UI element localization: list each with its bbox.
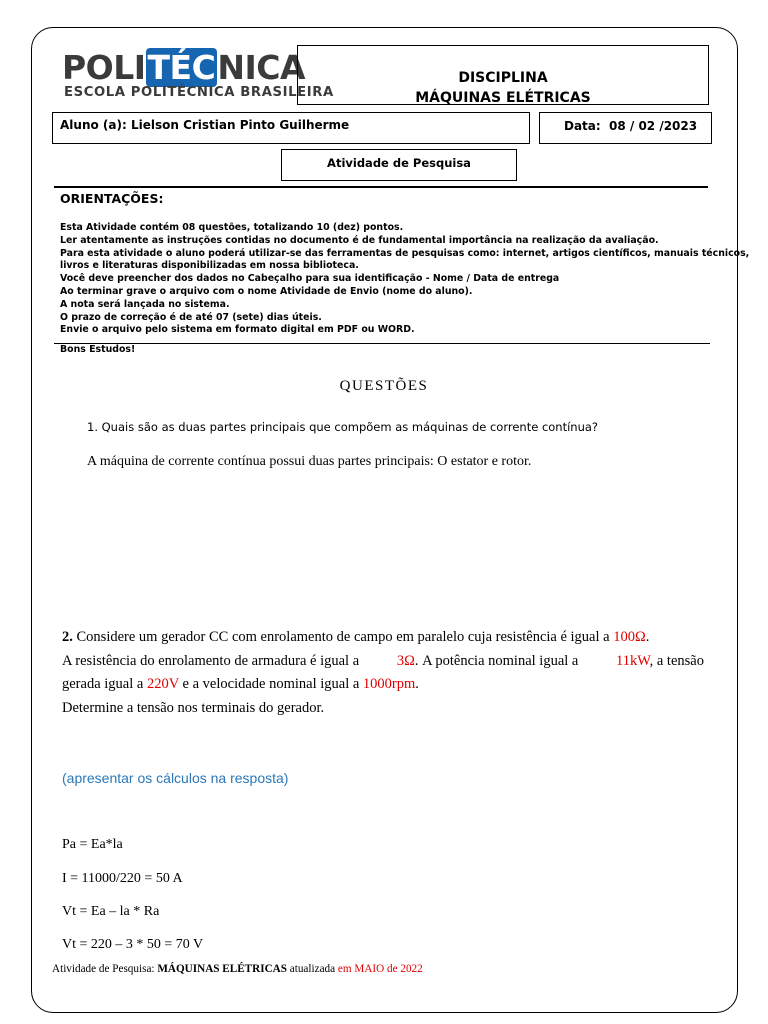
orientation-line: Esta Atividade contém 08 questões, totalizando 10 (dez) pontos. [60,222,404,233]
discipline-name: MÁQUINAS ELÉTRICAS [415,90,591,106]
calc-line: I = 11000/220 = 50 A [62,871,183,886]
activity-title: Atividade de Pesquisa [327,156,471,170]
logo: POLITÉCNICA [62,48,305,87]
footer: Atividade de Pesquisa: MÁQUINAS ELÉTRICAS atualizada em MAIO de 2022 [52,963,423,975]
calc-line: Pa = Ea*la [62,837,123,852]
student-field[interactable] [52,112,530,144]
closing-text: Bons Estudos! [60,344,136,355]
footer-subject: MÁQUINAS ELÉTRICAS [157,963,287,975]
orientation-title: ORIENTAÇÕES: [60,191,164,206]
orientation-line: Você deve preencher dos dados no Cabeçalho para sua identificação - Nome / Data de entrega [60,273,560,285]
value-field-resistance: 100Ω [613,629,646,645]
date-field[interactable] [539,112,712,144]
date-value: 08 / 02 /2023 [609,119,698,133]
discipline-box [297,45,709,105]
divider-top [54,186,708,188]
discipline-label: DISCIPLINA [458,70,548,86]
questions-title: QUESTÕES [339,378,429,394]
date-label: Data: [564,119,601,133]
question-2-number: 2. [62,629,73,645]
question-2-task: Determine a tensão nos terminais do gerador. [62,699,325,716]
orientation-line: O prazo de correção é de até 07 (sete) dias úteis. [60,311,322,323]
footer-date: em MAIO de 2022 [337,963,423,975]
value-speed: 1000rpm [362,676,416,692]
question-2: 2. Considere um gerador CC com enrolamento de campo em paralelo cuja resistência é igual a 100Ω. A resistência do enrolamento de armadura é igual a 3Ω. A potência nominal igual a 11kW, a tensão gerada igual a 220V e a velocidade nominal igual a 1000rpm. Determine a tensão nos terminais do gerador. [62,626,704,720]
question-1: 1. Quais são as duas partes principais que compõem as máquinas de corrente contínua? [87,420,599,434]
student-name: Aluno (a): Lielson Cristian Pinto Guilherme [60,118,350,132]
value-armature-resistance: 3Ω [396,652,415,669]
orientation-line: A nota será lançada no sistema. [60,298,230,310]
orientation-line: Para esta atividade o aluno poderá utilizar-se das ferramentas de pesquisas como: internet, artigos científicos, manuais técnicos, [60,247,750,259]
orientation-line: Envie o arquivo pelo sistema em formato digital em PDF ou WORD. [60,324,415,336]
activity-box [281,149,517,181]
value-voltage: 220V [146,676,179,692]
value-power: 11kW [616,652,650,669]
calc-line: Vt = Ea – la * Ra [62,904,160,919]
divider-bottom [54,343,710,344]
orientation-line: Ao terminar grave o arquivo com o nome Atividade de Envio (nome do aluno). [60,285,473,297]
instruction-text: (apresentar os cálculos na resposta) [62,770,289,786]
calc-line: Vt = 220 – 3 * 50 = 70 V [62,937,204,952]
orientation-list [60,222,750,337]
orientation-line: Ler atentamente as instruções contidas no documento é de fundamental importância na realização da avaliação. [60,234,659,246]
logo-subtitle: ESCOLA POLITÉCNICA BRASILEIRA [64,85,334,100]
answer-1: A máquina de corrente contínua possui duas partes principais: O estator e rotor. [87,454,532,469]
orientation-line: livros e literaturas disponibilizadas em nossa biblioteca. [60,260,359,272]
